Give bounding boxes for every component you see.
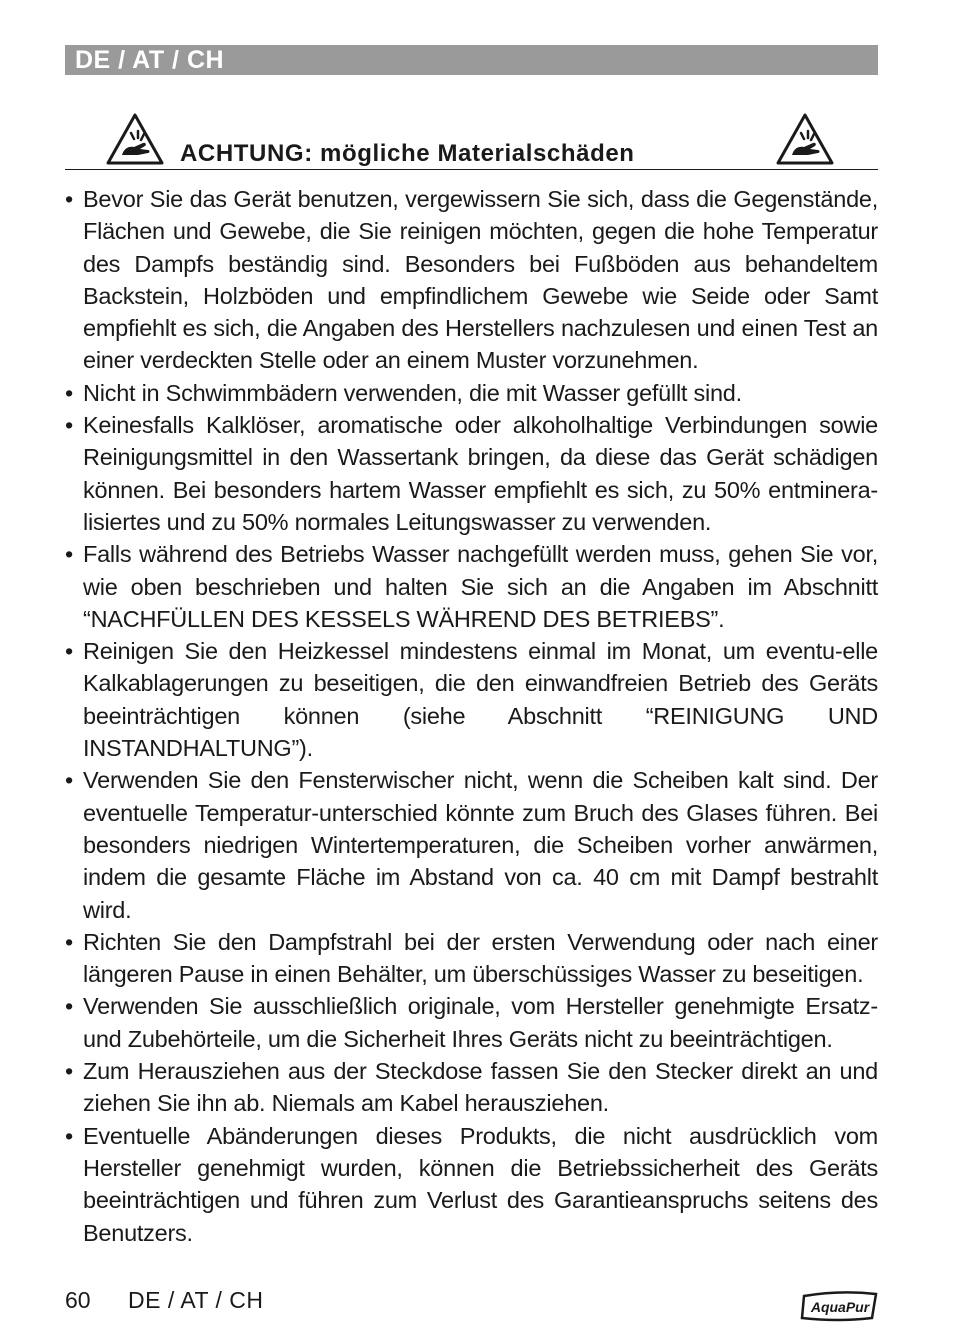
list-item-text: Verwenden Sie ausschließlich originale, vom Hersteller genehmigte Ersatz- und Zubehörteile, um die Sicherheit Ihres Geräts nicht zu beeinträchtigen. [83,993,878,1052]
list-item [65,183,878,377]
language-label: DE / AT / CH [75,46,225,74]
footer-language: DE / AT / CH [128,1287,264,1313]
bullet-icon: • [65,1058,73,1085]
bullet-icon: • [65,1122,73,1149]
bullet-icon: • [65,541,73,568]
list-item-text: Verwenden Sie den Fensterwischer nicht, wenn die Scheiben kalt sind. Der eventuelle Temperatur-unterschied könnte zum Bruch des Glases führen. Bei besonders niedrigen Wintertemperaturen, die Scheiben vorher anwärmen, indem die gesamte Fläche im Abstand von ca. 40 cm mit Dampf bestrahlt wird. [83,767,878,923]
warning-heading [65,108,878,170]
list-item-text: Zum Herausziehen aus der Steckdose fassen Sie den Stecker direkt an und ziehen Sie ihn ab. Niemals am Kabel herausziehen. [83,1058,878,1117]
bullet-icon: • [65,993,73,1020]
list-item [65,764,878,925]
list-item-text: Falls während des Betriebs Wasser nachgefüllt werden muss, gehen Sie vor, wie oben beschrieben und halten Sie sich an die Angaben im Abschnitt “NACHFÜLLEN DES KESSELS WÄHREND DES BETRIEBS”. [83,541,878,632]
list-item [65,926,878,991]
list-item-text: Nicht in Schwimmbädern verwenden, die mit Wasser gefüllt sind. [83,379,742,406]
list-item-text: Keinesfalls Kalklöser, aromatische oder alkoholhaltige Verbindungen sowie Reinigungsmittel in den Wassertank bringen, da diese das Gerät schädigen können. Bei besonders hartem Wasser empfiehlt es sich, zu 50% entminera-lisiertes und zu 50% normales Leitungswasser zu verwenden. [83,412,878,535]
list-item [65,538,878,635]
bullet-icon: • [65,767,73,794]
list-item [65,377,878,409]
precaution-list [65,183,878,1249]
bullet-icon: • [65,186,73,212]
logo-text: AquaPur [810,1299,870,1315]
list-item-text: Reinigen Sie den Heizkessel mindestens einmal im Monat, um eventu-elle Kalkablagerungen zu beseitigen, die den einwandfreien Betrieb des Geräts beeinträchtigen können (siehe Abschnitt “REINIGUNG UND INSTANDHALTUNG”). [83,638,878,762]
list-item [65,990,878,1055]
bullet-icon: • [65,928,73,955]
page-number: 60 [65,1287,91,1313]
bullet-icon: • [65,412,73,439]
aquapur-logo [800,1288,880,1324]
list-item [65,1055,878,1120]
list-item [65,635,878,764]
list-item [65,1120,878,1249]
list-item-text: Eventuelle Abänderungen dieses Produkts, die nicht ausdrücklich vom Hersteller genehmigt wurden, können die Betriebssicherheit des Geräts beeinträchtigen und führen zum Verlust des Garantieanspruchs seitens des Benutzers. [83,1122,878,1246]
list-item-text: Bevor Sie das Gerät benutzen, vergewissern Sie sich, dass die Gegenstände, Flächen und Gewebe, die Sie reinigen möchten, gegen die hohe Temperatur des Dampfs beständig sind. Besonders bei Fußböden aus behandeltem Backstein, Holzböden und empfindlichem Gewebe wie Seide oder Samt empfiehlt es sich, die Angaben des Herstellers nachzulesen und einen Test an einer verdeckten Stelle oder an einem Muster vorzunehmen. [83,186,878,374]
warning-hand-icon [775,112,835,166]
heading-title: ACHTUNG: mögliche Materialschäden [180,140,635,167]
warning-hand-icon [105,112,165,166]
language-header-bar [65,45,878,75]
list-item [65,409,878,538]
list-item-text: Richten Sie den Dampfstrahl bei der ersten Verwendung oder nach einer längeren Pause in einen Behälter, um überschüssiges Wasser zu beseitigen. [83,928,878,988]
bullet-icon: • [65,638,73,665]
bullet-icon: • [65,379,73,406]
